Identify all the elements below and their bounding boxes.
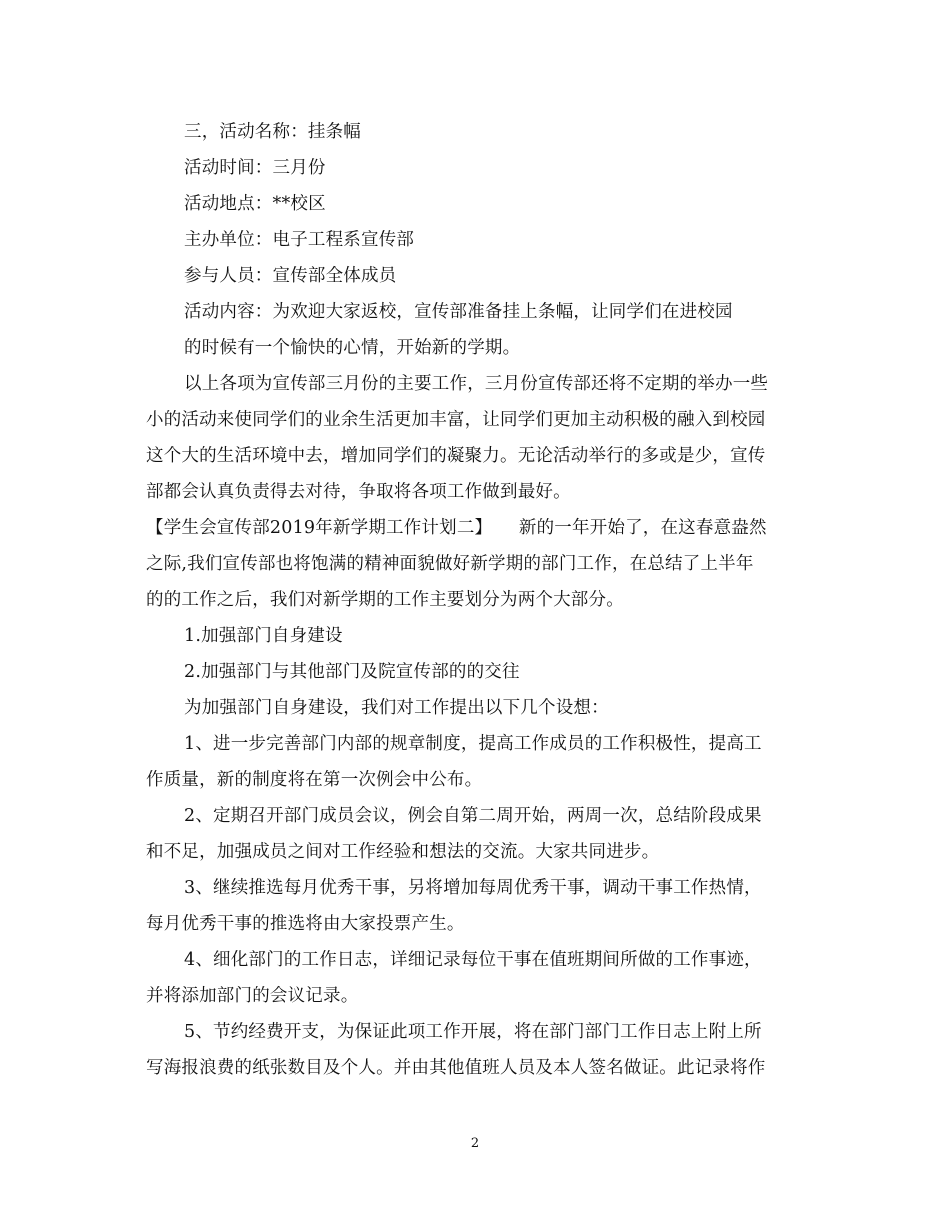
text-line: 部都会认真负责得去对待，争取将各项工作做到最好。 [146,482,571,502]
text-line: 作质量，新的制度将在第一次例会中公布。 [146,770,483,790]
text-line: 和不足，加强成员之间对工作经验和想法的交流。大家共同进步。 [146,842,660,862]
text-line: 活动内容：为欢迎大家返校，宣传部准备挂上条幅，让同学们在进校园 [184,302,733,322]
text-line: 1、进一步完善部门内部的规章制度，提高工作成员的工作积极性，提高工 [184,734,762,754]
text-line: 活动时间：三月份 [184,158,326,178]
text-line: 三，活动名称：挂条幅 [184,122,361,142]
text-line: 活动地点：**校区 [184,194,326,214]
text-line: 的时候有一个愉快的心情，开始新的学期。 [184,338,521,358]
text-line: 5、节约经费开支，为保证此项工作开展，将在部门部门工作日志上附上所 [184,1022,762,1042]
text-line: 【学生会宣传部2019年新学期工作计划二】 新的一年开始了，在这春意盎然 [146,518,767,538]
text-line: 1.加强部门自身建设 [184,626,343,646]
text-line: 写海报浪费的纸张数目及个人。并由其他值班人员及本人签名做证。此记录将作 [146,1058,766,1078]
text-line: 这个大的生活环境中去，增加同学们的凝聚力。无论活动举行的多或是少，宣传 [146,446,766,466]
text-line: 4、细化部门的工作日志，详细记录每位干事在值班期间所做的工作事迹， [184,950,762,970]
page-number: 2 [470,1136,480,1151]
text-line: 之际,我们宣传部也将饱满的精神面貌做好新学期的部门工作，在总结了上半年 [146,554,754,574]
text-line: 并将添加部门的会议记录。 [146,986,359,1006]
text-line: 为加强部门自身建设，我们对工作提出以下几个设想： [184,698,609,718]
text-line: 主办单位：电子工程系宣传部 [184,230,415,250]
text-line: 参与人员：宣传部全体成员 [184,266,397,286]
text-line: 小的活动来使同学们的业余生活更加丰富，让同学们更加主动积极的融入到校园 [146,410,766,430]
text-line: 每月优秀干事的推选将由大家投票产生。 [146,914,465,934]
text-line: 的的工作之后，我们对新学期的工作主要划分为两个大部分。 [146,590,624,610]
text-line: 2.加强部门与其他部门及院宣传部的的交往 [184,662,520,682]
text-line: 3、继续推选每月优秀干事，另将增加每周优秀干事，调动干事工作热情， [184,878,762,898]
text-line: 以上各项为宣传部三月份的主要工作，三月份宣传部还将不定期的举办一些 [184,374,769,394]
text-line: 2、定期召开部门成员会议，例会自第二周开始，两周一次，总结阶段成果 [184,806,762,826]
